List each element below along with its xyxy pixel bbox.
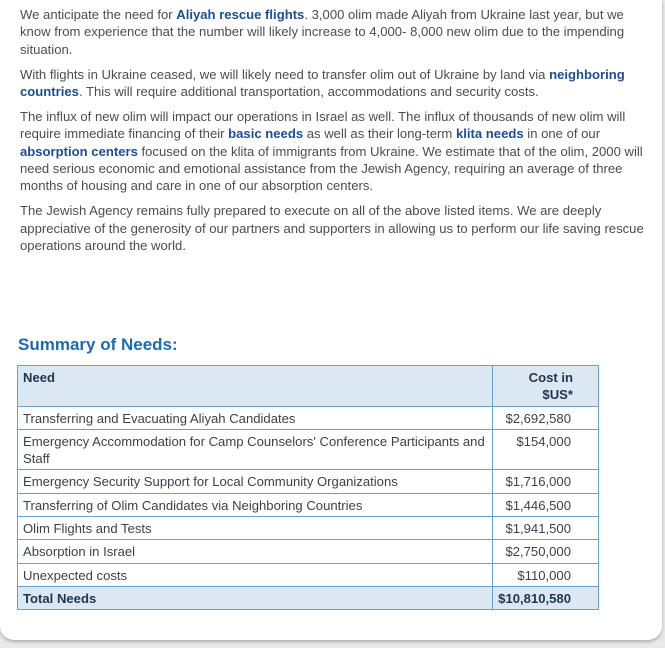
table-row [18,517,599,540]
table-row [18,563,599,586]
text-run: as well as their long-term [303,126,456,142]
table-row [18,540,599,563]
text-run: We anticipate the need for [20,7,177,22]
table-row [18,429,599,470]
text-run: The Jewish Agency remains fully prepared to execute on all of the above listed items. We are deeply appreciative of the generosity of our partners and supporters in allowing us to perform our life saving rescue operations around the world. [20,203,644,253]
summary-title: Summary of Needs: [18,335,178,354]
bold-phrase: klita needs [455,126,524,142]
header-need: Need [18,366,493,407]
summary-table [17,365,599,610]
bold-phrase: absorption centers [20,143,138,159]
body-text [20,6,648,262]
table-row [18,470,599,493]
need-cell: Emergency Security Support for Local Community Organizations [18,470,493,493]
text-run: The influx of new olim will impact our operations in Israel as well. The influx of thousands of new olim will require immediate financing of their [20,109,626,142]
cost-cell: $1,446,500 [493,493,599,516]
table-header-row [18,366,599,407]
text-run: With flights in Ukraine ceased, we will likely need to transfer olim out of Ukraine by land via [20,66,550,82]
cost-cell: $2,750,000 [493,540,599,563]
text-run: focused on the klita of immigrants from Ukraine. We estimate that of the olim, 2000 will need serious economic and emotional assistance from the Jewish Agency, requiring an average of three months of housing and care in one of our absorption centers. [20,143,643,194]
paragraph [20,108,648,194]
cost-cell: $154,000 [493,429,599,470]
paragraph [20,66,648,101]
need-cell: Transferring and Evacuating Aliyah Candidates [18,406,493,429]
bold-phrase: basic needs [228,126,304,142]
bold-phrase: Aliyah rescue flights [176,7,305,22]
need-cell: Total Needs [18,586,493,609]
need-cell: Transferring of Olim Candidates via Neighboring Countries [18,493,493,516]
paragraph [20,6,648,58]
table-row [18,406,599,429]
bold-phrase: neighboring countries [20,66,625,99]
paragraph [20,202,648,254]
need-cell: Emergency Accommodation for Camp Counselors' Conference Participants and Staff [18,429,493,470]
need-cell: Olim Flights and Tests [18,517,493,540]
cost-cell: $2,692,580 [493,406,599,429]
table-row [18,493,599,516]
text-run: in one of our [523,126,601,142]
cost-cell: $110,000 [493,563,599,586]
cost-cell: $10,810,580 [493,586,599,609]
text-run: . This will require additional transportation, accommodations and security costs. [78,83,539,99]
need-cell: Absorption in Israel [18,540,493,563]
need-cell: Unexpected costs [18,563,493,586]
text-run: . 3,000 olim made Aliyah from Ukraine last year, but we know from experience that the number will likely increase to 4,000- 8,000 new olim due to the impending situation. [20,7,625,57]
header-cost: Cost in $US* [493,366,599,407]
cost-cell: $1,941,500 [493,517,599,540]
total-row [18,586,599,609]
cost-cell: $1,716,000 [493,470,599,493]
